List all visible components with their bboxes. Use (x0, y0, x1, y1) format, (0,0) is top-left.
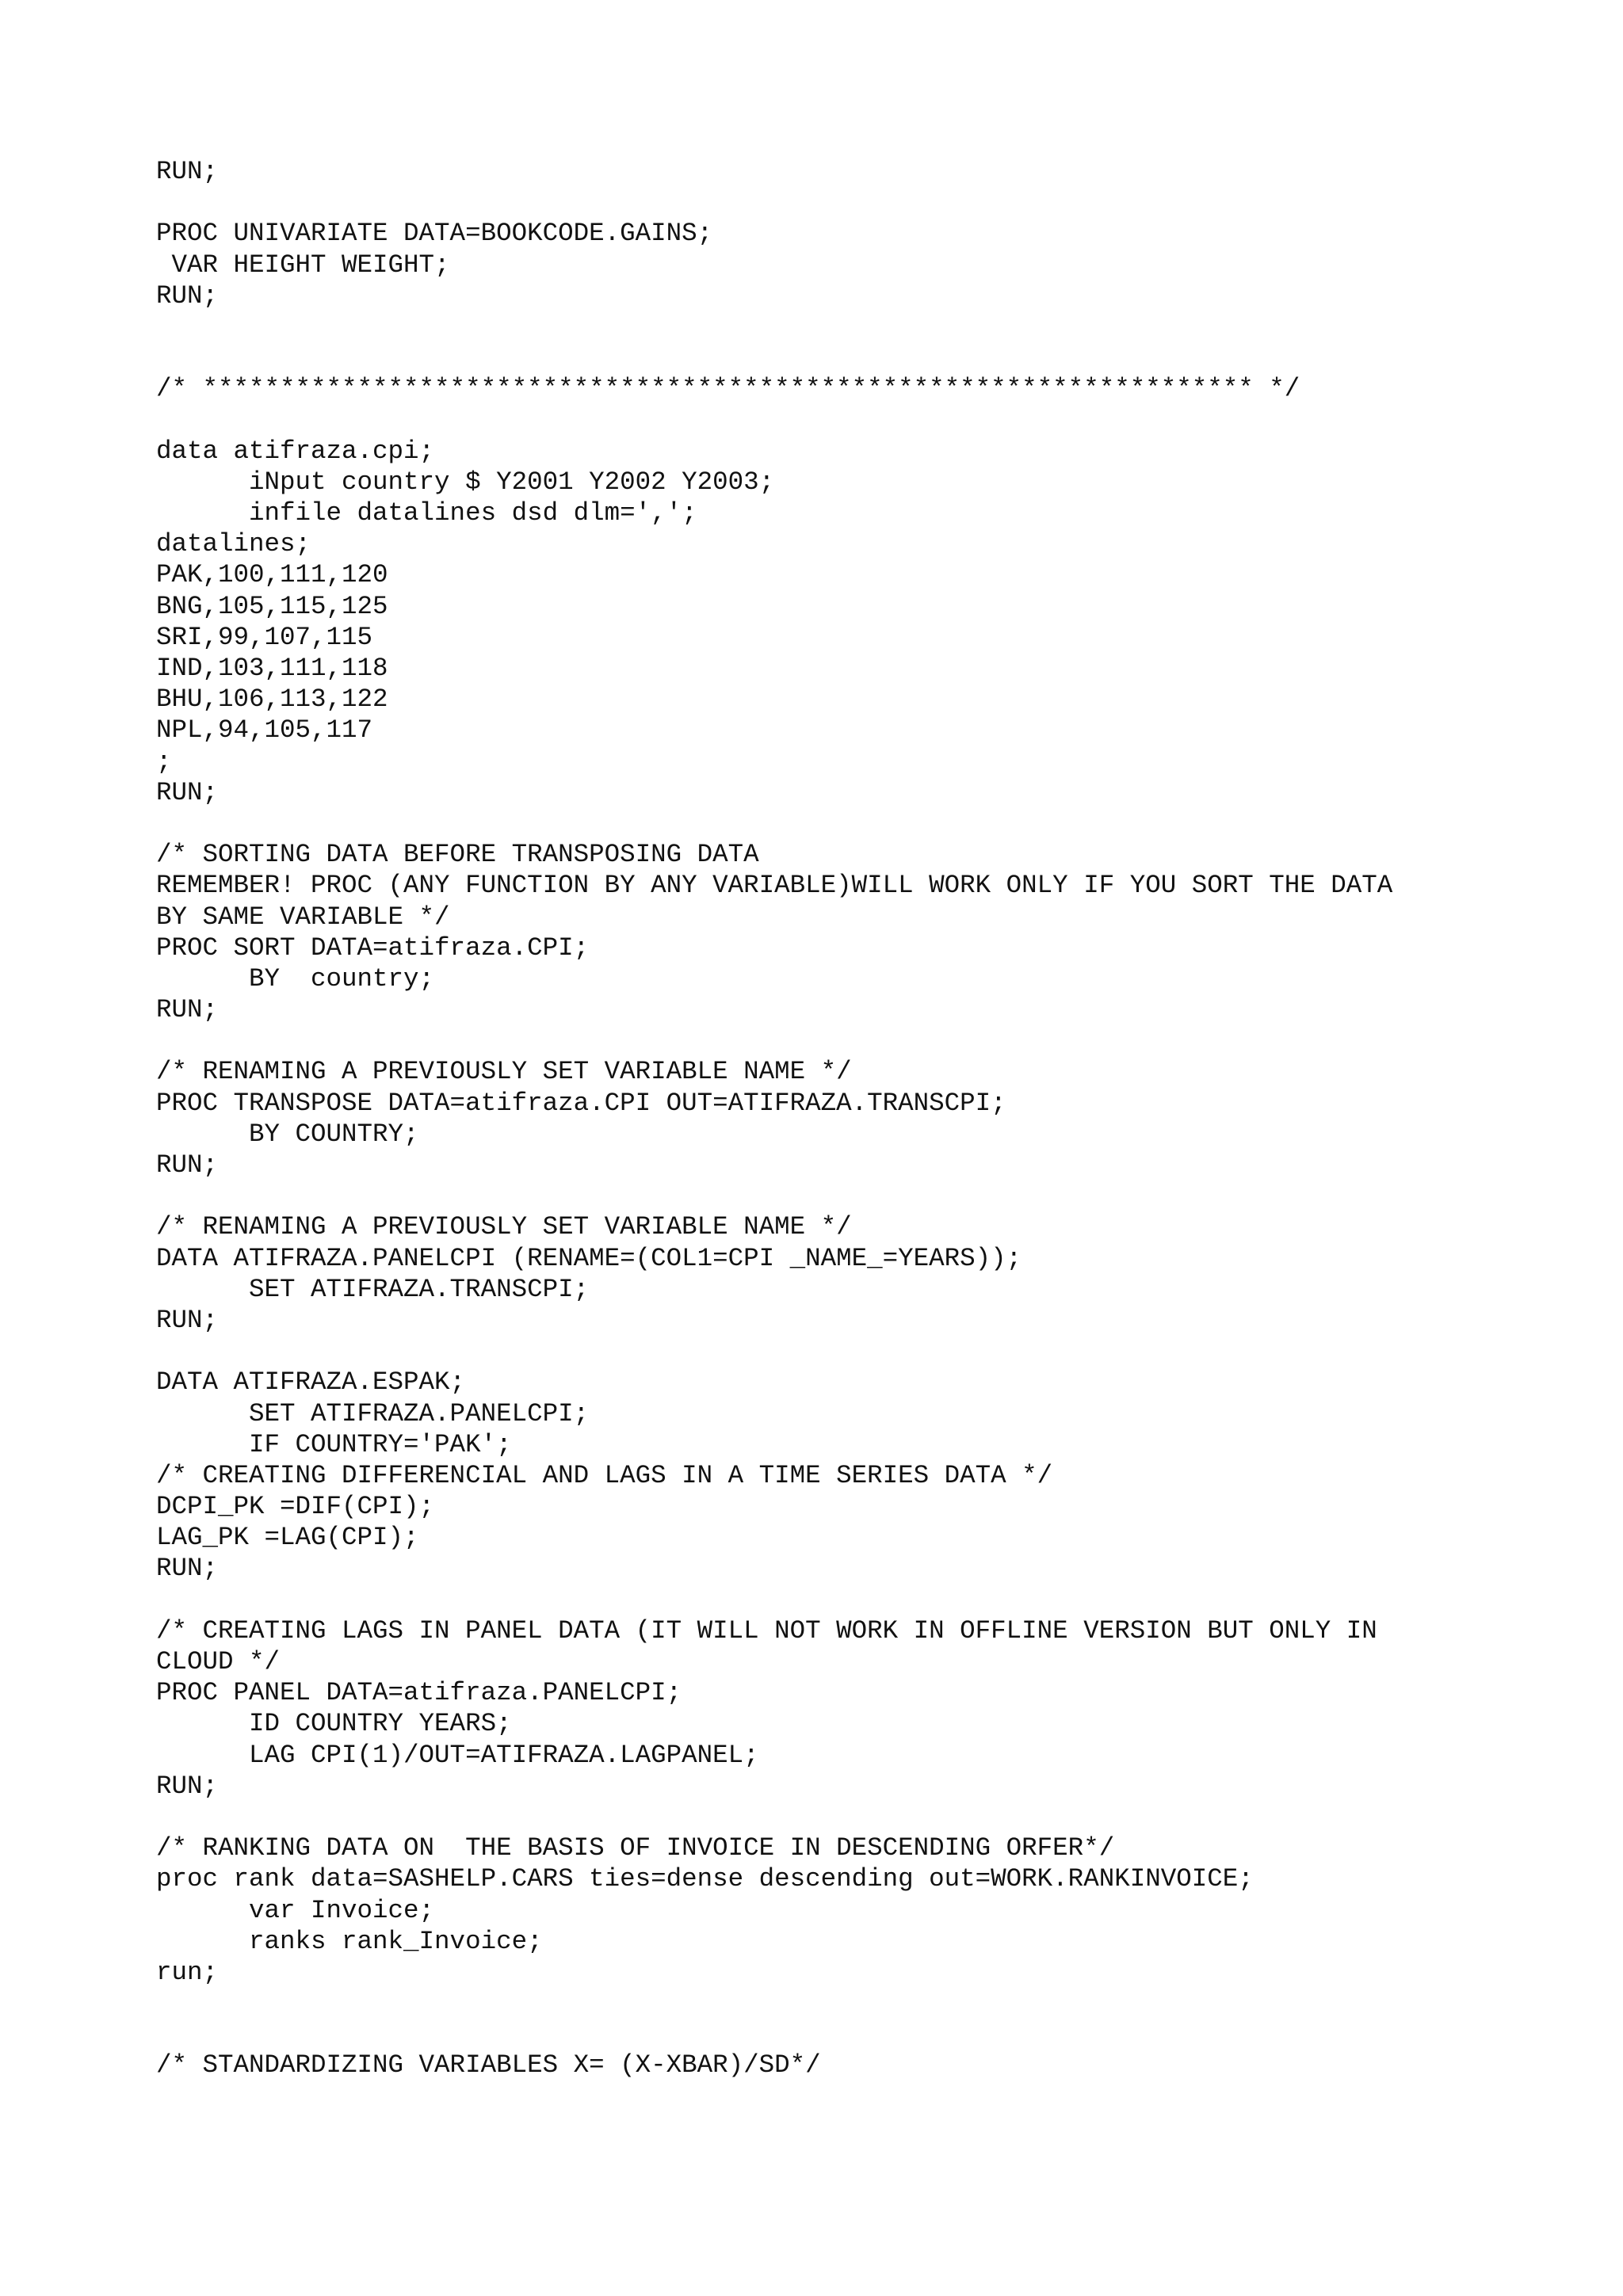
code-line: /* SORTING DATA BEFORE TRANSPOSING DATA (156, 840, 759, 870)
code-line (156, 1180, 1598, 1211)
code-line: iNput country $ Y2001 Y2002 Y2003; (156, 467, 775, 497)
code-line: LAG_PK =LAG(CPI); (156, 1523, 419, 1553)
code-line: data atifraza.cpi; (156, 436, 435, 466)
code-line: proc rank data=SASHELP.CARS ties=dense descending out=WORK.RANKINVOICE; (156, 1864, 1254, 1894)
code-line: BY SAME VARIABLE */ (156, 902, 450, 932)
code-line: RUN; (156, 1554, 219, 1584)
code-line: /* ******************************************************************** */ (156, 374, 1300, 404)
code-line (156, 1336, 1598, 1367)
code-line (156, 311, 1598, 342)
code-line: RUN; (156, 1771, 219, 1801)
code-line: datalines; (156, 529, 311, 559)
code-line: RUN; (156, 1150, 219, 1180)
code-line (156, 1802, 1598, 1833)
code-line (156, 1988, 1598, 2019)
code-line: RUN; (156, 995, 219, 1025)
code-line: DCPI_PK =DIF(CPI); (156, 1492, 435, 1522)
code-line: BNG,105,115,125 (156, 591, 388, 621)
code-line: NPL,94,105,117 (156, 715, 373, 746)
code-line: ID COUNTRY YEARS; (156, 1709, 512, 1739)
code-line: /* STANDARDIZING VARIABLES X= (X-XBAR)/SD*/ (156, 2050, 821, 2081)
code-line: VAR HEIGHT WEIGHT; (156, 250, 450, 280)
code-line: DATA ATIFRAZA.ESPAK; (156, 1367, 466, 1398)
code-line: /* RENAMING A PREVIOUSLY SET VARIABLE NAME */ (156, 1212, 852, 1242)
code-line: RUN; (156, 280, 219, 311)
code-line: SET ATIFRAZA.TRANSCPI; (156, 1274, 590, 1304)
code-line: BHU,106,113,122 (156, 685, 388, 715)
code-line: BY country; (156, 963, 435, 994)
code-line (156, 187, 1598, 218)
code-line: RUN; (156, 1305, 219, 1335)
code-line (156, 808, 1598, 839)
code-line: LAG CPI(1)/OUT=ATIFRAZA.LAGPANEL; (156, 1740, 759, 1770)
code-line: PROC SORT DATA=atifraza.CPI; (156, 933, 590, 963)
code-line (156, 342, 1598, 373)
code-line (156, 1025, 1598, 1056)
code-line: IND,103,111,118 (156, 654, 388, 683)
code-line: RUN; (156, 157, 219, 186)
code-line (156, 1585, 1598, 1615)
code-listing (156, 156, 1598, 2081)
code-line: /* RENAMING A PREVIOUSLY SET VARIABLE NAME */ (156, 1057, 852, 1087)
code-line (156, 2019, 1598, 2050)
code-line: DATA ATIFRAZA.PANELCPI (RENAME=(COL1=CPI _NAME_=YEARS)); (156, 1243, 1022, 1273)
code-line (156, 405, 1598, 436)
code-line: var Invoice; (156, 1895, 435, 1925)
code-line: PROC TRANSPOSE DATA=atifraza.CPI OUT=ATIFRAZA.TRANSCPI; (156, 1088, 1006, 1118)
code-line: BY COUNTRY; (156, 1119, 419, 1149)
code-line: RUN; (156, 777, 219, 807)
code-line: /* RANKING DATA ON THE BASIS OF INVOICE IN DESCENDING ORFER*/ (156, 1833, 1115, 1863)
code-line: IF COUNTRY='PAK'; (156, 1429, 512, 1459)
code-line: ranks rank_Invoice; (156, 1926, 543, 1956)
code-line: /* CREATING LAGS IN PANEL DATA (IT WILL NOT WORK IN OFFLINE VERSION BUT ONLY IN (156, 1615, 1377, 1646)
code-line: SET ATIFRAZA.PANELCPI; (156, 1398, 590, 1428)
code-line: REMEMBER! PROC (ANY FUNCTION BY ANY VARIABLE)WILL WORK ONLY IF YOU SORT THE DATA (156, 871, 1393, 901)
code-line: ; (156, 746, 172, 776)
code-line: PROC PANEL DATA=atifraza.PANELCPI; (156, 1678, 682, 1708)
code-line: PROC UNIVARIATE DATA=BOOKCODE.GAINS; (156, 219, 713, 249)
code-line: infile datalines dsd dlm=','; (156, 498, 697, 528)
code-line: /* CREATING DIFFERENCIAL AND LAGS IN A TIME SERIES DATA */ (156, 1460, 1053, 1490)
code-line: CLOUD */ (156, 1647, 281, 1676)
code-line: run; (156, 1957, 219, 1987)
code-line: PAK,100,111,120 (156, 560, 388, 590)
code-line: SRI,99,107,115 (156, 622, 373, 652)
